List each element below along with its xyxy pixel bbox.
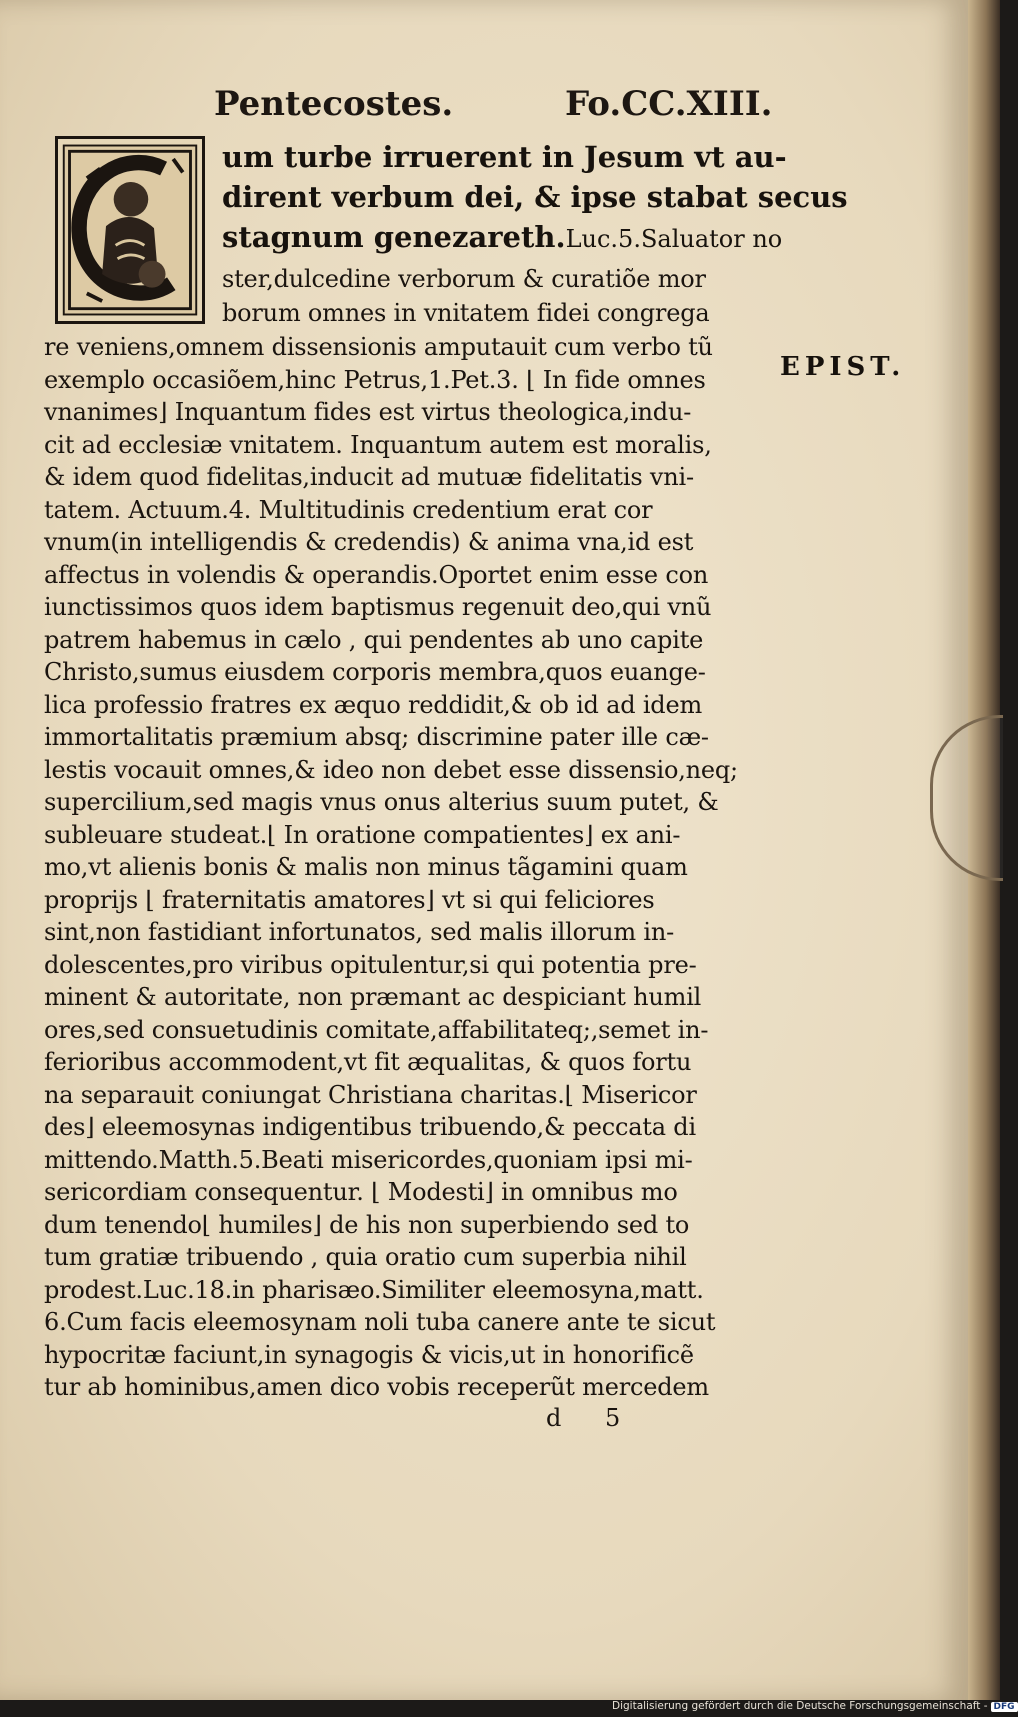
body-line: prodest.Luc.18.in pharisæo.Similiter eleemosyna,matt.: [44, 1275, 704, 1304]
body-line: dolescentes,pro viribus opitulentur,si qui potentia pre-: [44, 950, 697, 979]
page-header: [0, 84, 968, 134]
body-line: proprijs ⌊ fraternitatis amatores⌋ vt si qui feliciores: [44, 885, 655, 914]
digitization-credit: [612, 1700, 1015, 1717]
intro-line-3-tail: Luc.5.Saluator no: [565, 225, 783, 253]
body-line: 6.Cum facis eleemosynam noli tuba canere ante te sicut: [44, 1308, 716, 1336]
body-line: lica professio fratres ex æquo reddidit,& ob id ad idem: [44, 690, 703, 719]
body-line: hypocritæ faciunt,in synagogis & vicis,ut in honorificẽ: [44, 1340, 694, 1369]
body-line: tur ab hominibus,amen dico vobis receperũt mercedem: [44, 1373, 709, 1401]
dfg-logo: DFG: [991, 1702, 1018, 1712]
body-line: vnanimes⌋ Inquantum fides est virtus theologica,indu-: [44, 398, 692, 426]
body-line: immortalitatis præmium absq; discrimine pater ille cæ-: [44, 723, 709, 751]
indented-line-1: ster,dulcedine verborum & curatiõe mor: [222, 265, 706, 293]
body-line: ores,sed consuetudinis comitate,affabilitateq;,semet in-: [44, 1015, 709, 1044]
intro-line-2: dirent verbum dei, & ipse stabat secus: [222, 180, 848, 214]
body-line: lestis vocauit omnes,& ideo non debet esse dissensio,neq;: [44, 755, 738, 784]
body-line: mittendo.Matth.5.Beati misericordes,quoniam ipsi mi-: [44, 1145, 693, 1174]
body-line: cit ad ecclesiæ vnitatem. Inquantum autem est moralis,: [44, 430, 712, 459]
body-line: iunctissimos quos idem baptismus regenuit deo,qui vnũ: [44, 593, 712, 621]
body-line: minent & autoritate, non præmant ac despiciant humil: [44, 983, 702, 1011]
running-head: Pentecostes.: [214, 84, 454, 124]
body-line: & idem quod fidelitas,inducit ad mutuæ fidelitatis vni-: [44, 463, 694, 491]
body-line: vnum(in intelligendis & credendis) & anima vna,id est: [44, 528, 694, 556]
body-line: supercilium,sed magis vnus onus alterius suum putet, &: [44, 788, 719, 816]
body-line: mo,vt alienis bonis & malis non minus tãgamini quam: [44, 853, 688, 881]
decorated-initial: [55, 136, 205, 324]
body-line: des⌋ eleemosynas indigentibus tribuendo,& peccata di: [44, 1113, 696, 1141]
body-line: tum gratiæ tribuendo , quia oratio cum superbia nihil: [44, 1243, 687, 1271]
intro-line-3-blackletter: stagnum genezareth.: [222, 220, 566, 254]
body-line: subleuare studeat.⌊ In oratione compatientes⌋ ex ani-: [44, 820, 681, 849]
body-line: ferioribus accommodent,vt fit æqualitas, & quos fortu: [44, 1048, 692, 1076]
body-line: affectus in volendis & operandis.Oportet enim esse con: [44, 560, 709, 589]
body-line: patrem habemus in cælo , qui pendentes ab uno capite: [44, 625, 704, 654]
body-line: na separauit coniungat Christiana charitas.⌊ Misericor: [44, 1080, 697, 1109]
credit-text: Digitalisierung gefördert durch die Deutsche Forschungsgemeinschaft -: [612, 1700, 988, 1712]
body-line: sint,non fastidiant infortunatos, sed malis illorum in-: [44, 918, 675, 946]
body-line: tatem. Actuum.4. Multitudinis credentium erat cor: [44, 495, 653, 524]
body-line: Christo,sumus eiusdem corporis membra,quos euange-: [44, 658, 706, 686]
body-line: exemplo occasiõem,hinc Petrus,1.Pet.3. ⌊ In fide omnes: [44, 365, 706, 394]
body-line: re veniens,omnem dissensionis amputauit cum verbo tũ: [44, 333, 713, 361]
intro-line-3: [222, 220, 782, 256]
indented-line-2: borum omnes in vnitatem fidei congrega: [222, 299, 710, 327]
signature-mark: d 5: [546, 1404, 621, 1432]
margin-note-epist: EPIST.: [780, 352, 906, 382]
initial-woodcut-image: [58, 139, 202, 321]
intro-line-1: um turbe irruerent in Jesum vt au-: [222, 140, 787, 174]
folio-number: Fo.CC.XIII.: [565, 84, 773, 124]
body-line: dum tenendo⌊ humiles⌋ de his non superbiendo sed to: [44, 1210, 690, 1239]
body-line: sericordiam consequentur. ⌊ Modesti⌋ in omnibus mo: [44, 1178, 678, 1206]
